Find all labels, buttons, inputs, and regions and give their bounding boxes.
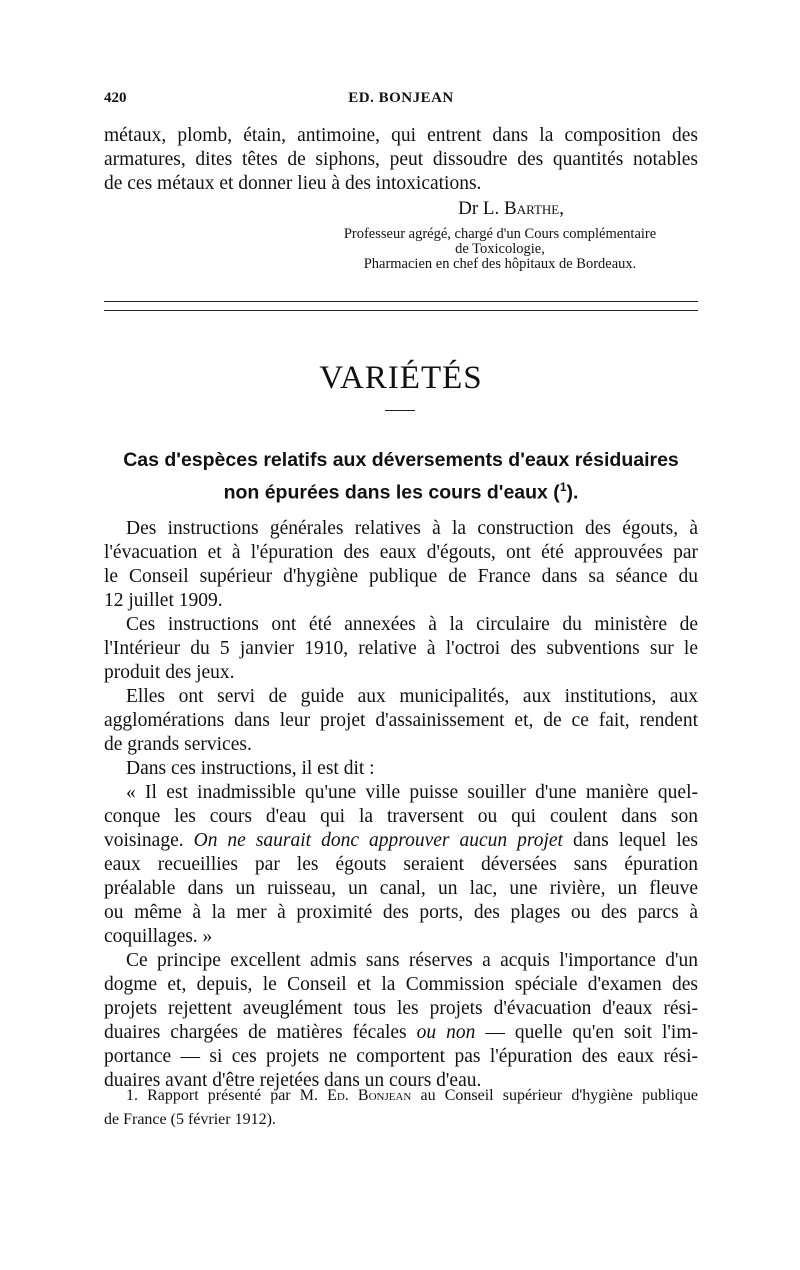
text-line: dogme et, depuis, le Conseil et la Commission spéciale d'examen des (104, 974, 698, 995)
running-header (104, 90, 698, 112)
text-line: « Il est inadmissible qu'une ville puisse souiller d'une manière quel- (126, 782, 698, 803)
text-span: duaires chargées de matières fécales (104, 1022, 417, 1043)
text-span: voisinage. (104, 830, 194, 851)
footnote (104, 1085, 698, 1133)
text-line: de grands services. (104, 734, 252, 755)
text-line: projets rejettent aveuglément tous les projets d'évacuation d'eaux rési- (104, 998, 698, 1019)
section-divider (104, 310, 698, 311)
text-line: produit des jeux. (104, 662, 235, 683)
continuation-paragraph (104, 124, 698, 196)
text-line: Dans ces instructions, il est dit : (126, 758, 375, 779)
text-line: agglomérations dans leur projet d'assainissement et, de ce fait, rendent (104, 710, 698, 731)
text-span: dans lequel les (562, 830, 699, 851)
text-line: de ces métaux et donner lieu à des intoxications. (104, 173, 482, 194)
article-title (104, 447, 698, 507)
text-line (104, 830, 698, 854)
signature-name: L. Barthe, (482, 198, 564, 219)
text-line: Ce principe excellent admis sans réserves a acquis l'importance d'un (126, 950, 698, 971)
text-line: 12 juillet 1909. (104, 590, 223, 611)
text-line: conque les cours d'eau qui la traversent ou qui coulent dans son (104, 806, 698, 827)
signature (104, 198, 698, 220)
footnote-ref: 1 (559, 480, 567, 494)
text-line: duaires avant d'être rejetées dans un cours d'eau. (104, 1070, 482, 1091)
article-body (104, 518, 698, 1094)
title-dash (385, 410, 415, 411)
footnote-marker: 1. (126, 1087, 138, 1104)
italic-span: On ne saurait donc approuver aucun projet (193, 830, 563, 851)
footnote-author: Ed. Bonjean (327, 1087, 412, 1104)
running-title: ED. BONJEAN (348, 90, 454, 106)
text-line: Elles ont servi de guide aux municipalités, aux institutions, aux (126, 686, 698, 707)
footnote-line: de France (5 février 1912). (104, 1111, 276, 1128)
text-line: armatures, dites têtes de siphons, peut dissoudre des quantités notables (104, 149, 698, 170)
text-line: ou même à la mer à proximité des ports, des plages ou des parcs à (104, 902, 698, 923)
text-line: le Conseil supérieur d'hygiène publique de France dans sa séance du (104, 566, 698, 587)
text-line: Ces instructions ont été annexées à la circulaire du ministère de (126, 614, 698, 635)
text-line: préalable dans un ruisseau, un canal, un lac, une rivière, un fleuve (104, 878, 698, 899)
affiliation-line: Pharmacien en chef des hôpitaux de Bordeaux. (363, 256, 637, 272)
article-title-end: ). (566, 481, 579, 504)
affiliation-line: de Toxicologie, (455, 241, 545, 257)
signature-affiliation (300, 227, 700, 272)
text-line: portance — si ces projets ne comportent pas l'épuration des eaux rési- (104, 1046, 698, 1067)
text-line: métaux, plomb, étain, antimoine, qui entrent dans la composition des (104, 125, 698, 146)
article-title-line: Cas d'espèces relatifs aux déversements d'eaux résiduaires (123, 449, 679, 471)
italic-span: ou non (416, 1022, 476, 1043)
article-title-line: non épurées dans les cours d'eaux ( (223, 481, 560, 504)
text-line: eaux recueillies par les égouts seraient déversées sans épuration (104, 854, 698, 875)
text-line: coquillages. » (104, 926, 213, 947)
text-line: l'évacuation et à l'épuration des eaux d'égouts, ont été approuvées par (104, 542, 698, 563)
footnote-line: 1. Rapport présenté par M. Ed. Bonjean au Conseil supérieur d'hygiène publique (126, 1087, 698, 1104)
text-line (104, 1022, 698, 1046)
section-title: VARIÉTÉS (319, 360, 483, 396)
text-line: Des instructions générales relatives à la construction des égouts, à (126, 518, 698, 539)
text-line: l'Intérieur du 5 janvier 1910, relative à l'octroi des subventions sur le (104, 638, 698, 659)
text-span: — quelle qu'en soit l'im- (475, 1022, 698, 1043)
affiliation-line: Professeur agrégé, chargé d'un Cours complémentaire (343, 226, 657, 242)
signature-title: Dr (458, 198, 479, 219)
section-divider (104, 301, 698, 302)
page-number: 420 (104, 90, 127, 106)
